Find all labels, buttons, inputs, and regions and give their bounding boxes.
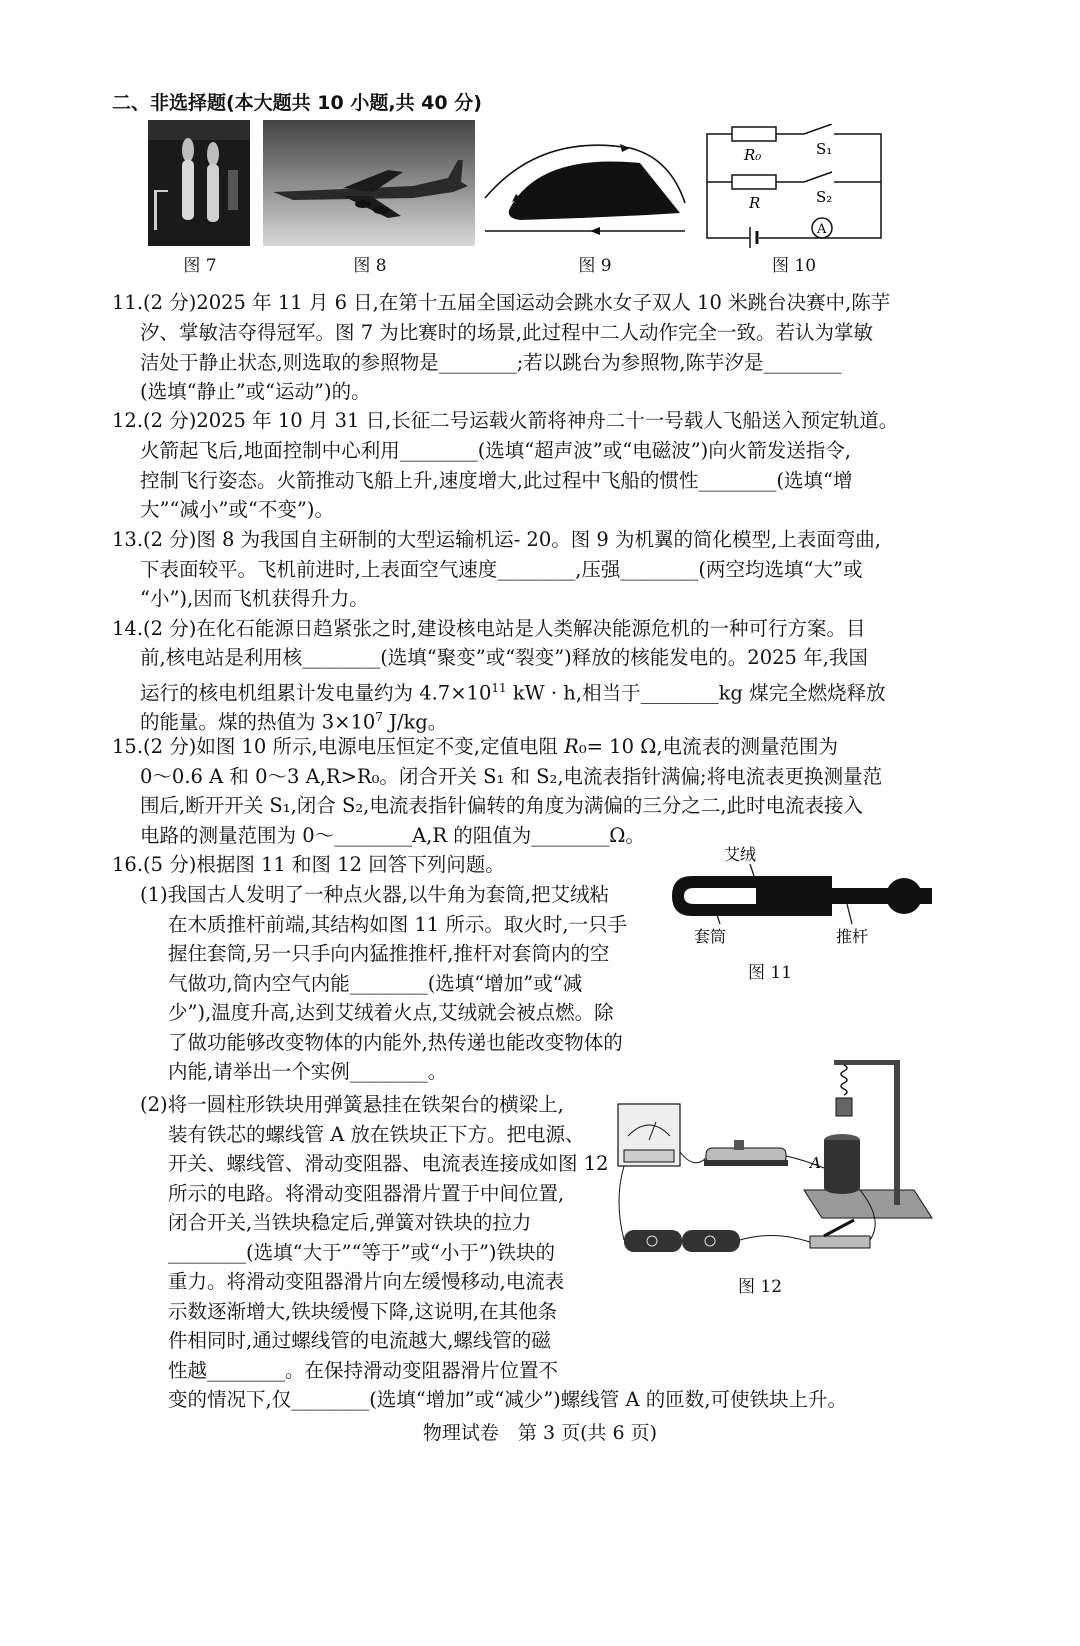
figure-12-apparatus — [614, 1040, 934, 1280]
q14-line-3-exp: 11 — [491, 681, 507, 695]
q15-line-3: 围后,断开开关 S₁,闭合 S₂,电流表指针偏转的角度为满偏的三分之二,此时电流表接入 — [140, 794, 864, 817]
q13-line-2: 下表面较平。飞机前进时,上表面空气速度________,压强________(两空均选填“大”或 — [140, 558, 863, 581]
figure-12-caption: 图 12 — [737, 1277, 783, 1297]
figure-7-photo — [148, 120, 250, 246]
q14-line-4-a: 的能量。煤的热值为 3×10 — [140, 710, 376, 734]
r0-label: R₀ — [744, 146, 762, 164]
wing-airflow-diagram — [480, 138, 690, 238]
tui-gan-label: 推杆 — [836, 927, 869, 946]
figure-10-circuit — [704, 124, 884, 248]
q16-p2-line-5: 闭合开关,当铁块稳定后,弹簧对铁块的拉力 — [168, 1211, 532, 1234]
q15-line-4: 电路的测量范围为 0～________A,R 的阻值为________Ω。 — [140, 824, 645, 847]
q16-p2-line-3: 开关、螺线管、滑动变阻器、电流表连接成如图 12 — [168, 1152, 609, 1175]
s2-label: S₂ — [816, 188, 833, 206]
q16-p1-line-1: (1)我国古人发明了一种点火器,以牛角为套筒,把艾绒粘 — [140, 883, 610, 906]
q16-p2-line-6: ________(选填“大于”“等于”或“小于”)铁块的 — [168, 1241, 556, 1264]
fire-piston-diagram — [672, 846, 932, 956]
q15-line-2: 0～0.6 A 和 0～3 A,R>R₀。闭合开关 S₁ 和 S₂,电流表指针满偏;将电流表更换测量范 — [140, 765, 883, 788]
circuit-diagram — [704, 124, 884, 248]
q11-line-2: 汐、掌敏洁夺得冠军。图 7 为比赛时的场景,此过程中二人动作完全一致。若认为掌敏 — [140, 321, 874, 344]
figure-11-caption: 图 11 — [747, 963, 793, 983]
s1-label: S₁ — [816, 140, 833, 158]
figure-8-photo — [263, 120, 475, 246]
q14-line-4-exp: 7 — [375, 710, 383, 724]
q16-p1-line-5: 少”),温度升高,达到艾绒着火点,艾绒就会被点燃。除 — [168, 1001, 614, 1024]
q15-line-1-a: 15.(2 分)如图 10 所示,电源电压恒定不变,定值电阻 — [112, 735, 565, 758]
section-title: 二、非选择题(本大题共 10 小题,共 40 分) — [112, 92, 482, 114]
q16-p2-line-1: (2)将一圆柱形铁块用弹簧悬挂在铁架台的横梁上, — [140, 1093, 564, 1116]
q16-p1-line-3: 握住套筒,另一只手向内猛推推杆,推杆对套筒内的空 — [168, 942, 610, 965]
figure-10-caption: 图 10 — [771, 256, 817, 276]
r-label: R — [749, 194, 761, 212]
transport-aircraft-image — [263, 120, 475, 246]
ai-rong-label: 艾绒 — [724, 846, 757, 864]
figure-7-caption: 图 7 — [183, 256, 217, 276]
q16-p2-line-7: 重力。将滑动变阻器滑片向左缓慢移动,电流表 — [168, 1270, 565, 1293]
solenoid-a-label: A — [810, 1154, 821, 1172]
page-footer: 物理试卷 第 3 页(共 6 页) — [422, 1422, 658, 1444]
q14-line-3-a: 运行的核电机组累计发电量约为 4.7×10 — [140, 681, 492, 705]
q15-line-1 — [112, 732, 838, 762]
q16-p1-line-7: 内能,请举出一个实例________。 — [168, 1060, 448, 1083]
q14-line-1: 14.(2 分)在化石能源日趋紧张之时,建设核电站是人类解决能源危机的一种可行方案。目 — [112, 617, 866, 640]
q16-intro: 16.(5 分)根据图 11 和图 12 回答下列问题。 — [112, 853, 505, 876]
q11-line-3: 洁处于静止状态,则选取的参照物是________;若以跳台为参照物,陈芋汐是________ — [140, 351, 842, 374]
q16-p2-line-10: 性越________。在保持滑动变阻器滑片位置不 — [168, 1359, 559, 1382]
figure-9-wing-diagram — [480, 138, 690, 238]
q16-p2-line-2: 装有铁芯的螺线管 A 放在铁块正下方。把电源、 — [168, 1123, 585, 1146]
q14-line-2: 前,核电站是利用核________(选填“聚变”或“裂变”)释放的核能发电的。2025 年,我国 — [140, 646, 868, 669]
q16-p1-line-2: 在木质推杆前端,其结构如图 11 所示。取火时,一只手 — [168, 913, 628, 936]
q12-line-4: 大”“减小”或“不变”)。 — [140, 498, 334, 521]
q16-p2-line-4: 所示的电路。将滑动变阻器滑片置于中间位置, — [168, 1182, 565, 1205]
q12-line-1: 12.(2 分)2025 年 10 月 31 日,长征二号运载火箭将神舟二十一号载人飞船送入预定轨道。 — [112, 409, 899, 432]
q16-p1-line-4: 气做功,筒内空气内能________(选填“增加”或“减 — [168, 972, 583, 995]
q15-line-1-r: R — [564, 735, 579, 758]
figure-8-caption: 图 8 — [353, 256, 387, 276]
q16-p1-line-6: 了做功能够改变物体的内能外,热传递也能改变物体的 — [168, 1031, 623, 1054]
q14-line-4-b: J/kg。 — [382, 710, 448, 734]
q16-p2-line-9: 件相同时,通过螺线管的电流越大,螺线管的磁 — [168, 1329, 551, 1352]
q13-line-3: “小”),因而飞机获得升力。 — [140, 587, 369, 610]
q12-line-2: 火箭起飞后,地面控制中心利用________(选填“超声波”或“电磁波”)向火箭发送指令, — [140, 439, 851, 462]
tao-tong-label: 套筒 — [694, 927, 727, 946]
electromagnet-apparatus-diagram — [614, 1040, 934, 1280]
q11-line-1: 11.(2 分)2025 年 11 月 6 日,在第十五届全国运动会跳水女子双人 10 米跳台决赛中,陈芋 — [112, 291, 891, 314]
divers-photo-image — [148, 120, 250, 246]
q15-line-1-c: ₀= 10 Ω,电流表的测量范围为 — [578, 735, 839, 758]
q16-p2-line-8: 示数逐渐增大,铁块缓慢下降,这说明,在其他条 — [168, 1300, 558, 1323]
q14-line-3-b: kW · h,相当于________kg 煤完全燃烧释放 — [506, 681, 886, 705]
figure-9-caption: 图 9 — [578, 256, 612, 276]
figure-11-fire-piston — [672, 846, 932, 956]
q12-line-3: 控制飞行姿态。火箭推动飞船上升,速度增大,此过程中飞船的惯性________(选填“增 — [140, 469, 853, 492]
ammeter-label: A — [817, 222, 827, 237]
q11-line-4: (选填“静止”或“运动”)的。 — [140, 380, 371, 403]
q13-line-1: 13.(2 分)图 8 为我国自主研制的大型运输机运- 20。图 9 为机翼的简化模型,上表面弯曲, — [112, 528, 881, 551]
q16-p2-line-11: 变的情况下,仅________(选填“增加”或“减少”)螺线管 A 的匝数,可使铁块上升。 — [168, 1388, 847, 1411]
